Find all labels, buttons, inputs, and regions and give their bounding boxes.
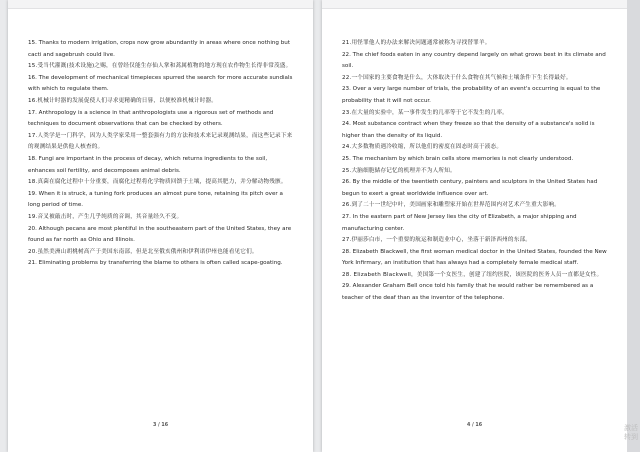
- document-page-right: [322, 0, 627, 452]
- sentence-23-en: 23. Over a very large number of trials, the probability of an event's occurring is equal to the probability that it will not occur.: [342, 86, 601, 104]
- document-page-left: [8, 0, 313, 452]
- sentence-26-zh: 26.到了二十一世纪中叶，美国画家和雕塑家开始在世界范围内对艺术产生重大影响。: [342, 202, 561, 209]
- sentence-28-zh: 28. Elizabeth Blackwell，美国第一个女医生，创建了纽约医院，该医院的医务人员一直都是女性。: [342, 271, 603, 278]
- sentence-18-zh: 18.真菌在腐化过程中十分重要，而腐化过程将化学物质回馈于土壤，提高其肥力，并分解动物残骸。: [28, 179, 287, 186]
- sentence-25-zh: 25.大脑细胞储存记忆的机理并不为人所知。: [342, 167, 456, 174]
- viewer-right-edge: [627, 0, 640, 452]
- page-number: 3 / 16: [152, 423, 169, 428]
- activation-watermark: [624, 424, 638, 442]
- sentence-24-zh: 24.大多数物质遇冷收缩，所以他们的密度在固态时高于液态。: [342, 144, 503, 151]
- sentence-26-en: 26. By the middle of the twentieth century, painters and sculptors in the United States had begun to exert a great worldwide influence over art.: [342, 179, 598, 197]
- page-content: [342, 38, 609, 305]
- sentence-20-en: 20. Although pecans are most plentiful in the southeastern part of the United States, they are found as far north as Ohio and Illinois.: [28, 225, 292, 244]
- page-top-strip: [322, 0, 627, 9]
- sentence-17-en: 17. Anthropology is a science in that anthropologists use a rigorous set of methods and techniques to document observations that can be checked by others.: [28, 109, 274, 128]
- sentence-23-zh: 23.在大量的实验中，某一事件发生的几率等于它不发生的几率。: [342, 109, 508, 116]
- sentence-16-en: 16. The development of mechanical timepieces spurred the search for more accurate sundials with which to regulate them.: [28, 74, 293, 93]
- sentence-27-zh: 27.伊丽莎白市，一个重要的航运和制造业中心，坐落于新泽西州的东部。: [342, 237, 532, 244]
- page-number: 4 / 16: [466, 423, 483, 428]
- watermark-line-2: 转到: [624, 433, 638, 441]
- sentence-21-en: 21. Eliminating problems by transferring the blame to others is often called scape-goating.: [28, 260, 283, 267]
- sentence-24-en: 24. Most substance contract when they freeze so that the density of a substance's solid is higher than the density of its liquid.: [342, 121, 595, 139]
- sentence-18-en: 18. Fungi are important in the process of decay, which returns ingredients to the soil, enhances soil fertility, and decomposes animal debris.: [28, 155, 268, 174]
- sentence-25-en: 25. The mechanism by which brain cells store memories is not clearly understood.: [342, 155, 574, 162]
- sentence-19-zh: 19.音叉被敲击时，产生几乎纯质的音调，其音量经久不变。: [28, 213, 183, 220]
- sentence-20-zh: 20.虽然美洲山胡桃树高产于美国东南部，但是北至俄亥俄州和伊利诺伊州也能看见它们。: [28, 248, 258, 255]
- sentence-15-en: 15. Thanks to modern irrigation, crops now grow abundantly in areas where once nothing but cacti and sagebrush could live.: [28, 40, 291, 58]
- sentence-27-en: 27. In the eastern part of New Jersey lies the city of Elizabeth, a major shipping and manufacturing center.: [342, 213, 577, 232]
- sentence-16-zh: 16.机械计时器的发展促使人们寻求更精确的日晷，以便校准机械计时器。: [28, 97, 218, 104]
- sentence-22-en: 22. The chief foods eaten in any country depend largely on what grows best in its climate and soil.: [342, 51, 606, 70]
- sentence-28-en: 28. Elizabeth Blackwell, the first woman medical doctor in the United States, founded the New York Infirmary, an institution that has always had a completely female medical staff.: [342, 248, 607, 267]
- sentence-29-en: 29. Alexander Graham Bell once told his family that he would rather be remembered as a teacher of the deaf than as the inventor of the telephone.: [342, 283, 594, 302]
- page-top-strip: [8, 0, 313, 9]
- sentence-17-zh: 17.人类学是一门科学，因为人类学家采用一整套强有力的方法和技术来记录观测结果，而这些记录下来的观测结果是供他人核查的。: [28, 132, 293, 151]
- page-content: [28, 38, 295, 270]
- sentence-22-zh: 22.一个国家的主要食物是什么，大体取决于什么食物在其气候和土壤条件下生长得最好。: [342, 74, 572, 81]
- watermark-line-1: 激活: [624, 424, 638, 432]
- sentence-19-en: 19. When it is struck, a tuning fork produces an almost pure tone, retaining its pitch over a long period of time.: [28, 190, 283, 209]
- sentence-21-zh: 21.用怪罪他人的办法来解决问题通常被称为寻找替罪羊。: [342, 40, 491, 46]
- sentence-15-zh: 15.受当代灌溉(技术设施)之赐，在曾经仅能生存仙人掌和蒿属植物的地方现在农作物生长得非常茂盛。: [28, 63, 292, 70]
